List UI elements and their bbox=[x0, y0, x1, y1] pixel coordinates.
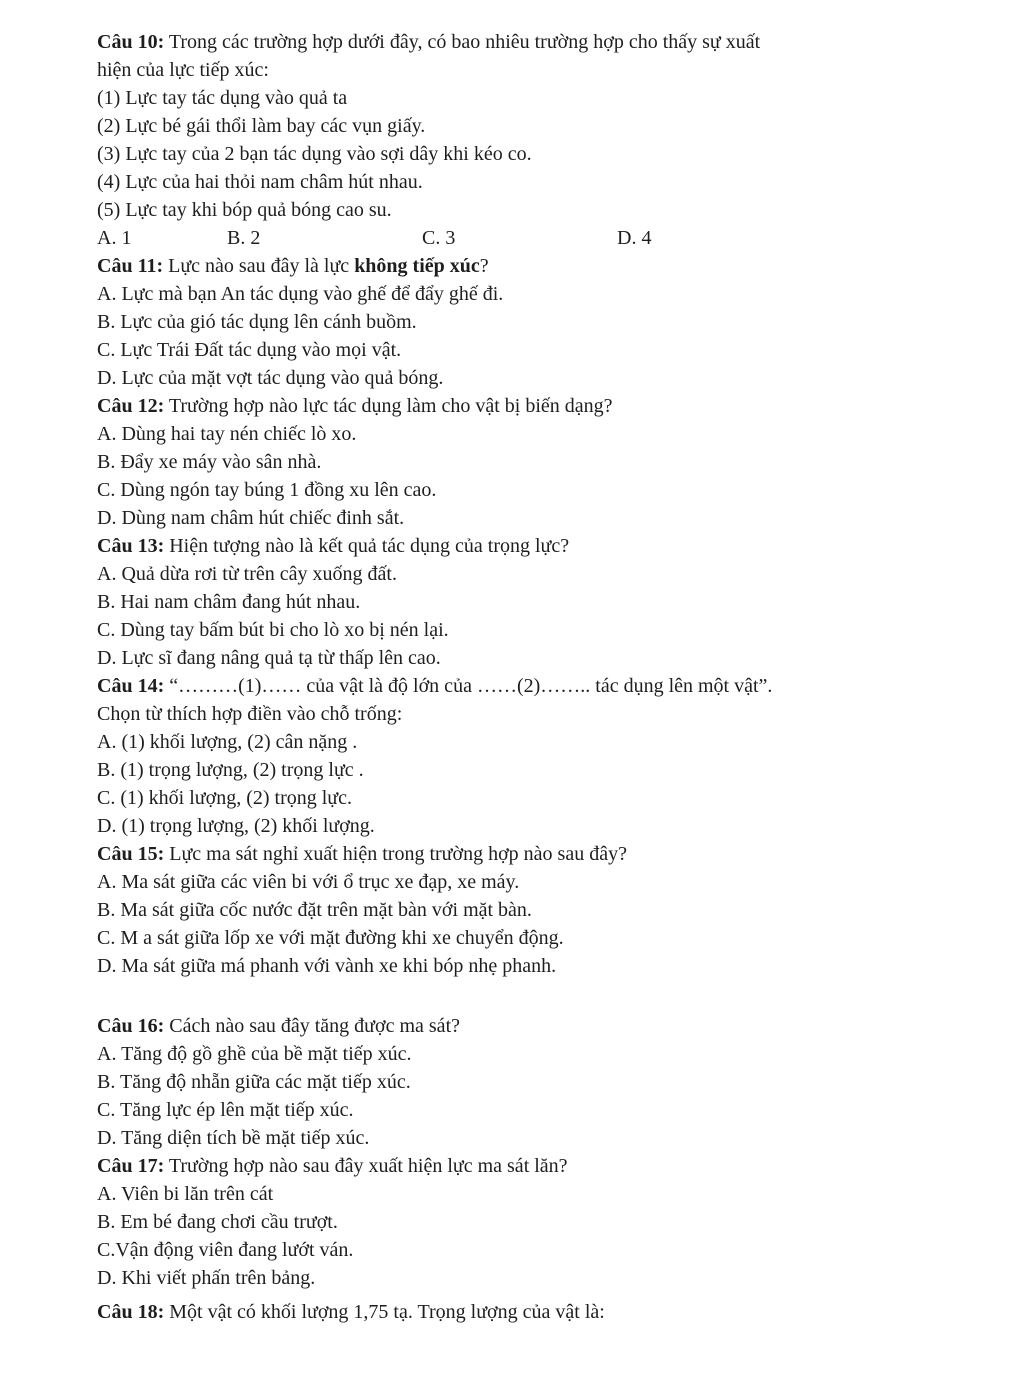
question-label: Câu 14: bbox=[97, 675, 165, 697]
option-a: A. Viên bi lăn trên cát bbox=[97, 1183, 274, 1205]
question-text: Lực ma sát nghỉ xuất hiện trong trường hợp nào sau đây? bbox=[164, 843, 627, 865]
question-text: Hiện tượng nào là kết quả tác dụng của trọng lực? bbox=[164, 535, 570, 557]
option-b: B. Hai nam châm đang hút nhau. bbox=[97, 591, 361, 613]
question-label: Câu 18: bbox=[97, 1301, 165, 1323]
option-c: C. Dùng ngón tay búng 1 đồng xu lên cao. bbox=[97, 479, 437, 501]
option-b: B. Em bé đang chơi cầu trượt. bbox=[97, 1211, 338, 1233]
option-b: B. Đẩy xe máy vào sân nhà. bbox=[97, 451, 322, 473]
question-10-stem bbox=[97, 28, 760, 56]
question-text: Cách nào sau đây tăng được ma sát? bbox=[164, 1015, 460, 1037]
statement-1: (1) Lực tay tác dụng vào quả ta bbox=[97, 87, 348, 109]
statement-5: (5) Lực tay khi bóp quả bóng cao su. bbox=[97, 199, 392, 221]
question-17-stem bbox=[97, 1152, 568, 1180]
option-c: C. Dùng tay bấm bút bi cho lò xo bị nén lại. bbox=[97, 619, 449, 641]
question-text: Trường hợp nào sau đây xuất hiện lực ma sát lăn? bbox=[164, 1155, 568, 1177]
option-b: B. 2 bbox=[227, 227, 261, 249]
option-c: C. M a sát giữa lốp xe với mặt đường khi xe chuyển động. bbox=[97, 927, 564, 949]
statement-2: (2) Lực bé gái thổi làm bay các vụn giấy. bbox=[97, 115, 426, 137]
question-label: Câu 13: bbox=[97, 535, 165, 557]
option-d: D. Lực sĩ đang nâng quả tạ từ thấp lên cao. bbox=[97, 647, 441, 669]
question-label: Câu 10: bbox=[97, 31, 165, 53]
option-d: D. Khi viết phấn trên bảng. bbox=[97, 1267, 316, 1289]
question-text: “………(1)…… của vật là độ lớn của ……(2)…….. tác dụng lên một vật”. bbox=[164, 675, 773, 697]
question-label: Câu 11: bbox=[97, 255, 164, 277]
option-d: D. Dùng nam châm hút chiếc đinh sắt. bbox=[97, 507, 405, 529]
option-b: B. Lực của gió tác dụng lên cánh buồm. bbox=[97, 311, 417, 333]
question-label: Câu 17: bbox=[97, 1155, 165, 1177]
question-text: Trường hợp nào lực tác dụng làm cho vật bị biến dạng? bbox=[164, 395, 613, 417]
option-c: C. Lực Trái Đất tác dụng vào mọi vật. bbox=[97, 339, 402, 361]
question-13-stem bbox=[97, 532, 569, 560]
option-d: D. Ma sát giữa má phanh với vành xe khi bóp nhẹ phanh. bbox=[97, 955, 557, 977]
option-d: D. Tăng diện tích bề mặt tiếp xúc. bbox=[97, 1127, 370, 1149]
option-b: B. Tăng độ nhẵn giữa các mặt tiếp xúc. bbox=[97, 1071, 411, 1093]
question-text: Một vật có khối lượng 1,75 tạ. Trọng lượng của vật là: bbox=[164, 1301, 605, 1323]
option-c: C. (1) khối lượng, (2) trọng lực. bbox=[97, 787, 352, 809]
option-a: A. 1 bbox=[97, 227, 132, 249]
option-d: D. (1) trọng lượng, (2) khối lượng. bbox=[97, 815, 375, 837]
question-label: Câu 16: bbox=[97, 1015, 165, 1037]
option-c: C. Tăng lực ép lên mặt tiếp xúc. bbox=[97, 1099, 354, 1121]
option-d: D. 4 bbox=[617, 227, 652, 249]
option-a: A. (1) khối lượng, (2) cân nặng . bbox=[97, 731, 358, 753]
option-b: B. (1) trọng lượng, (2) trọng lực . bbox=[97, 759, 364, 781]
question-15-stem bbox=[97, 840, 627, 868]
option-a: A. Tăng độ gồ ghề của bề mặt tiếp xúc. bbox=[97, 1043, 412, 1065]
question-16-stem bbox=[97, 1012, 460, 1040]
option-a: A. Ma sát giữa các viên bi với ổ trục xe đạp, xe máy. bbox=[97, 871, 520, 893]
question-text: Lực nào sau đây là lực bbox=[163, 255, 355, 277]
question-text-tail: ? bbox=[479, 255, 489, 277]
question-text: Trong các trường hợp dưới đây, có bao nhiêu trường hợp cho thấy sự xuất bbox=[164, 31, 761, 53]
statement-3: (3) Lực tay của 2 bạn tác dụng vào sợi dây khi kéo co. bbox=[97, 143, 532, 165]
option-b: B. Ma sát giữa cốc nước đặt trên mặt bàn với mặt bàn. bbox=[97, 899, 532, 921]
option-c: C. 3 bbox=[422, 227, 456, 249]
option-a: A. Dùng hai tay nén chiếc lò xo. bbox=[97, 423, 357, 445]
statement-4: (4) Lực của hai thỏi nam châm hút nhau. bbox=[97, 171, 423, 193]
question-18-stem bbox=[97, 1298, 605, 1326]
option-d: D. Lực của mặt vợt tác dụng vào quả bóng. bbox=[97, 367, 444, 389]
question-label: Câu 15: bbox=[97, 843, 165, 865]
question-12-stem bbox=[97, 392, 613, 420]
question-14-stem bbox=[97, 672, 772, 700]
option-a: A. Lực mà bạn An tác dụng vào ghế để đẩy ghế đi. bbox=[97, 283, 504, 305]
option-c: C.Vận động viên đang lướt ván. bbox=[97, 1239, 354, 1261]
option-a: A. Quả dừa rơi từ trên cây xuống đất. bbox=[97, 563, 397, 585]
question-10-stem-continued: hiện của lực tiếp xúc: bbox=[97, 59, 269, 81]
question-14-instruction: Chọn từ thích hợp điền vào chỗ trống: bbox=[97, 703, 403, 725]
question-emphasis: không tiếp xúc bbox=[354, 255, 480, 277]
question-11-stem bbox=[97, 252, 489, 280]
question-label: Câu 12: bbox=[97, 395, 165, 417]
